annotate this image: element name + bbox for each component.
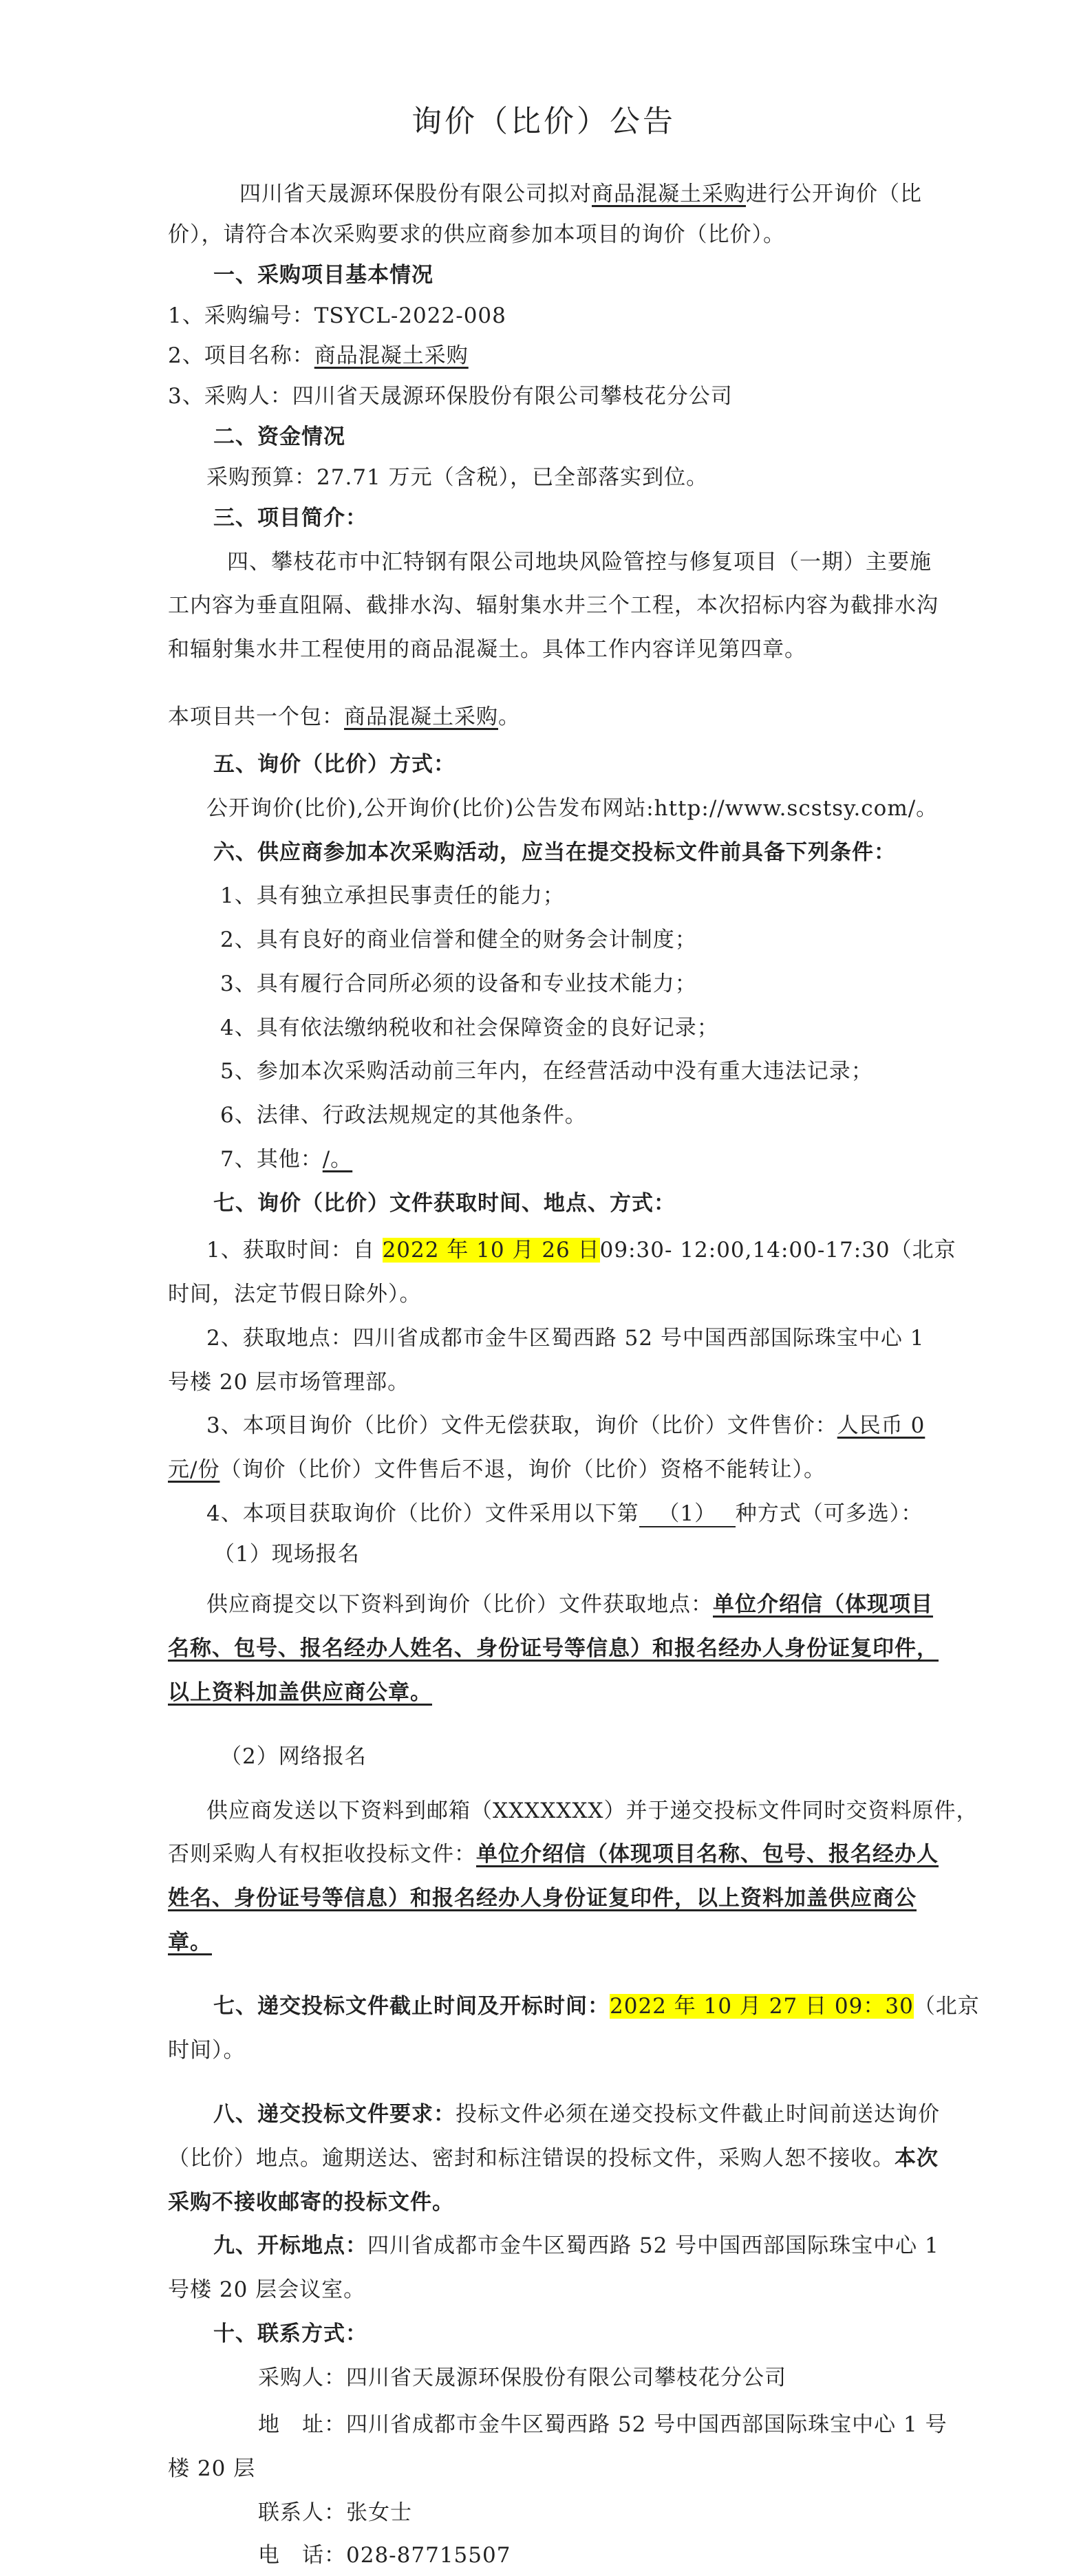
section-8-heading: 八、递交投标文件要求： [213,2102,456,2127]
acquisition-place: 2、获取地点：四川省成都市金牛区蜀西路 52 号中国西部国际珠宝中心 1 [206,1326,925,1351]
budget-text: 采购预算：27.71 万元（含税），已全部落实到位。 [206,465,709,490]
condition-7: 7、其他：/。 [220,1147,353,1172]
package-line: 本项目共一个包：商品混凝土采购。 [168,705,520,729]
condition-2: 2、具有良好的商业信誉和健全的财务会计制度； [220,927,697,952]
onsite-registration-line-2: 名称、包号、报名经办人姓名、身份证号等信息）和报名经办人身份证复印件， [168,1636,939,1661]
submission-requirements-line-3: 采购不接收邮寄的投标文件。 [168,2190,454,2215]
highlighted-date-start: 2022 年 10 月 26 日 [382,1238,600,1263]
contact-address: 地 址：四川省成都市金牛区蜀西路 52 号中国西部国际珠宝中心 1 号 [258,2412,948,2437]
intro-line-2: 价），请符合本次采购要求的供应商参加本项目的询价（比价）。 [168,222,785,247]
contact-person: 联系人：张女士 [258,2500,412,2525]
acquisition-time-line-2: 时间，法定节假日除外）。 [168,1282,422,1307]
condition-5: 5、参加本次采购活动前三年内，在经营活动中没有重大违法记录； [220,1059,873,1084]
submission-requirements-line-2: （比价）地点。逾期送达、密封和标注错误的投标文件，采购人恕不接收。本次 [168,2146,939,2171]
section-3-heading: 三、项目简介： [213,506,367,530]
onsite-registration-line-1: 供应商提交以下资料到询价（比价）文件获取地点：单位介绍信（体现项目 [206,1592,933,1617]
acquisition-method: 4、本项目获取询价（比价）文件采用以下第 （1） 种方式（可多选）： [206,1501,923,1526]
online-registration-heading: （2）网络报名 [220,1744,367,1769]
acquisition-time: 1、获取时间：自 2022 年 10 月 26 日09:30- 12:00,14:00-17:30（北京 [206,1238,956,1263]
condition-1: 1、具有独立承担民事责任的能力； [220,883,565,908]
document-price-line-2: 元/份（询价（比价）文件售后不退，询价（比价）资格不能转让）。 [168,1457,826,1482]
section-7-heading: 七、询价（比价）文件获取时间、地点、方式： [213,1191,676,1216]
procurement-number: 1、采购编号：TSYCL-2022-008 [168,303,506,328]
project-name-underlined: 商品混凝土采购 [592,182,746,206]
online-registration-line-4: 章。 [168,1930,212,1955]
project-name: 2、项目名称：商品混凝土采购 [168,343,469,368]
condition-6: 6、法律、行政法规规定的其他条件。 [220,1103,587,1128]
section-1-heading: 一、采购项目基本情况 [213,263,433,288]
contact-phone: 电 话：028-87715507 [258,2543,511,2568]
document-title: 询价（比价）公告 [411,104,676,139]
intro-line-1: 四川省天晟源环保股份有限公司拟对商品混凝土采购进行公开询价（比 [239,182,922,206]
onsite-registration-heading: （1）现场报名 [213,1542,360,1567]
opening-location-line-2: 号楼 20 层会议室。 [168,2277,366,2302]
opening-location: 九、开标地点：四川省成都市金牛区蜀西路 52 号中国西部国际珠宝中心 1 [213,2233,939,2258]
document-price: 3、本项目询价（比价）文件无偿获取，询价（比价）文件售价：人民币 0 [206,1413,925,1438]
submission-requirements: 八、递交投标文件要求：投标文件必须在递交投标文件截止时间前送达询价 [213,2102,940,2127]
project-summary-line-1: 四、攀枝花市中汇特钢有限公司地块风险管控与修复项目（一期）主要施 [227,550,932,575]
online-registration-line-3: 姓名、身份证号等信息）和报名经办人身份证复印件，以上资料加盖供应商公 [168,1886,917,1911]
publication-website: 公开询价(比价),公开询价(比价)公告发布网站:http://www.scstsy.com/。 [206,796,939,821]
method-choice-blank: （1） [639,1501,736,1527]
online-registration-line-2: 否则采购人有权拒收投标文件：单位介绍信（体现项目名称、包号、报名经办人 [168,1842,939,1867]
condition-3: 3、具有履行合同所必须的设备和专业技术能力； [220,972,697,996]
section-9-heading: 九、开标地点： [213,2233,367,2258]
purchaser: 3、采购人：四川省天晟源环保股份有限公司攀枝花分公司 [168,384,733,409]
deadline-heading: 七、递交投标文件截止时间及开标时间： [213,1994,610,2019]
contact-purchaser: 采购人：四川省天晟源环保股份有限公司攀枝花分公司 [258,2365,786,2390]
online-registration-line-1: 供应商发送以下资料到邮箱（XXXXXXX）并于递交投标文件同时交资料原件， [206,1799,978,1823]
deadline-line-2: 时间）。 [168,2038,246,2063]
deadline-line: 七、递交投标文件截止时间及开标时间：2022 年 10 月 27 日 09：30（北京 [213,1994,980,2019]
highlighted-date-deadline: 2022 年 10 月 27 日 09：30 [610,1994,914,2019]
acquisition-place-line-2: 号楼 20 层市场管理部。 [168,1370,410,1395]
project-summary-line-2: 工内容为垂直阻隔、截排水沟、辐射集水井三个工程，本次招标内容为截排水沟 [168,593,939,618]
condition-4: 4、具有依法缴纳税收和社会保障资金的良好记录； [220,1016,719,1040]
section-6-heading: 六、供应商参加本次采购活动，应当在提交投标文件前具备下列条件： [213,840,896,865]
project-summary-line-3: 和辐射集水井工程使用的商品混凝土。具体工作内容详见第四章。 [168,637,806,662]
section-10-heading: 十、联系方式： [213,2321,367,2346]
section-5-heading: 五、询价（比价）方式： [213,752,456,777]
onsite-registration-line-3: 以上资料加盖供应商公章。 [168,1680,432,1705]
contact-address-line-2: 楼 20 层 [168,2456,256,2481]
section-2-heading: 二、资金情况 [213,425,345,449]
